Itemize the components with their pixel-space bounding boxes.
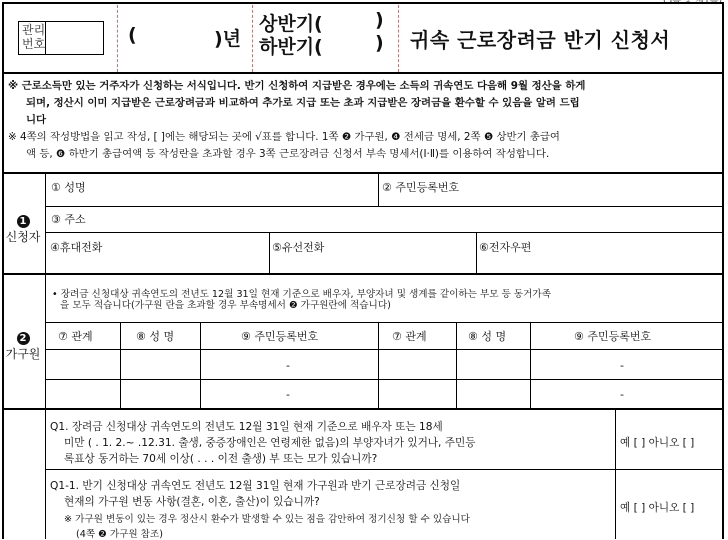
year-input[interactable] bbox=[150, 24, 210, 48]
household-rrn-dash: - bbox=[620, 359, 624, 372]
question-1-answer-checkboxes[interactable]: 예 [ ] 아니오 [ ] bbox=[620, 437, 695, 449]
applicant-email-label: ⑥전자우편 bbox=[479, 241, 532, 254]
col-relation-2: ⑦ 관계 bbox=[392, 330, 427, 343]
col-rrn-2: ⑨ 주민등록번호 bbox=[574, 330, 652, 343]
year-open-paren: ( bbox=[128, 24, 137, 46]
household-note-1: • 장려금 신청대상 귀속연도의 전년도 12월 31일 현재 기준으로 배우자, 부양자녀 및 생계를 같이하는 부모 등 동거가족 bbox=[52, 289, 551, 300]
management-number-label: 관리 번호 bbox=[22, 23, 46, 51]
first-half-close: ) bbox=[375, 9, 384, 31]
second-half-label: 하반기( bbox=[259, 36, 323, 58]
form-title: 귀속 근로장려금 반기 신청서 bbox=[410, 28, 671, 52]
applicant-rrn-label: ② 주민등록번호 bbox=[382, 181, 460, 194]
col-name-1: ⑧ 성 명 bbox=[136, 330, 175, 343]
applicant-address-label: ③ 주소 bbox=[51, 213, 86, 226]
household-rrn-dash: - bbox=[286, 388, 290, 401]
note-line-2: 되며, 정산시 이미 지급받은 근로장려금과 비교하여 추가로 지급 또는 초과 지급받은 장려금을 환수할 수 있음을 알려 드립 bbox=[26, 97, 580, 109]
question-1-1-answer-checkboxes[interactable]: 예 [ ] 아니오 [ ] bbox=[620, 502, 695, 514]
question-1-1-note: ※ 가구원 변동이 있는 경우 정산시 환수가 발생할 수 있는 점을 감안하여 정기신청 할 수 있습니다 bbox=[64, 514, 470, 525]
applicant-name-label: ① 성명 bbox=[51, 181, 86, 194]
second-half-close: ) bbox=[375, 32, 384, 54]
note-line-3: 니다 bbox=[26, 114, 47, 126]
household-row-input[interactable] bbox=[48, 351, 722, 377]
question-1-1-note-ref: (4쪽 ❷ 가구원 참조) bbox=[76, 529, 163, 540]
note-line-1: ※ 근로소득만 있는 거주자가 신청하는 서식입니다. 반기 신청하여 지급받은 경우에는 소득의 귀속연도 다음해 9월 정산을 하게 bbox=[8, 80, 586, 92]
question-1-1-line-b: 현재의 가구원 변동 사항(결혼, 이혼, 출산)이 있습니까? bbox=[64, 496, 320, 508]
household-rrn-dash: - bbox=[286, 359, 290, 372]
applicant-rrn-input[interactable] bbox=[480, 175, 720, 203]
year-suffix: )년 bbox=[214, 28, 242, 50]
question-1-1-line-a: Q1-1. 반기 신청대상 귀속연도 전년도 12월 31일 현재 가구원과 반기 근로장려금 신청일 bbox=[50, 480, 461, 492]
applicant-section-label: 1 신청자 bbox=[5, 216, 41, 244]
question-1-line-c: 록표상 동거하는 70세 이상( . . . 이전 출생) 부 또는 모가 있습니까? bbox=[64, 453, 378, 465]
col-rrn-1: ⑨ 주민등록번호 bbox=[241, 330, 319, 343]
household-rrn-dash: - bbox=[620, 388, 624, 401]
applicant-name-input[interactable] bbox=[110, 175, 370, 203]
question-1-line-a: Q1. 장려금 신청대상 귀속연도의 전년도 12월 31일 현재 기준으로 배우자 또는 18세 bbox=[50, 421, 443, 433]
household-row-input[interactable] bbox=[48, 381, 722, 407]
col-relation-1: ⑦ 관계 bbox=[58, 330, 93, 343]
household-section-label: 2 가구원 bbox=[5, 333, 41, 361]
question-1-line-b: 미만 ( . 1. 2.~ .12.31. 출생, 중증장애인은 연령제한 없음)의 부양자녀가 있거나, 주민등 bbox=[64, 437, 476, 449]
col-name-2: ⑧ 성 명 bbox=[468, 330, 507, 343]
first-half-label: 상반기( bbox=[259, 13, 323, 35]
section-1-badge: 1 bbox=[17, 215, 30, 228]
applicant-landline-label: ⑤유선전화 bbox=[272, 241, 325, 254]
section-2-badge: 2 bbox=[17, 332, 30, 345]
note-line-5: 액 등, ❻ 하반기 총급여액 등 작성란을 초과할 경우 3쪽 근로장려금 신청서 부속 명세서(Ⅰ·Ⅱ)를 이용하여 작성합니다. bbox=[26, 148, 550, 160]
household-note-2: 을 모두 적습니다(가구원 란을 초과할 경우 부속명세서 ❷ 가구원란에 적습니다) bbox=[60, 300, 391, 311]
applicant-address-input[interactable] bbox=[110, 208, 720, 230]
note-line-4: ※ 4쪽의 작성방법을 읽고 작성, [ ]에는 해당되는 곳에 √표를 합니다. 1쪽 ❷ 가구원, ❹ 전세금 명세, 2쪽 ❺ 상반기 총급여 bbox=[8, 131, 560, 143]
applicant-mobile-label: ④휴대전화 bbox=[50, 241, 103, 254]
